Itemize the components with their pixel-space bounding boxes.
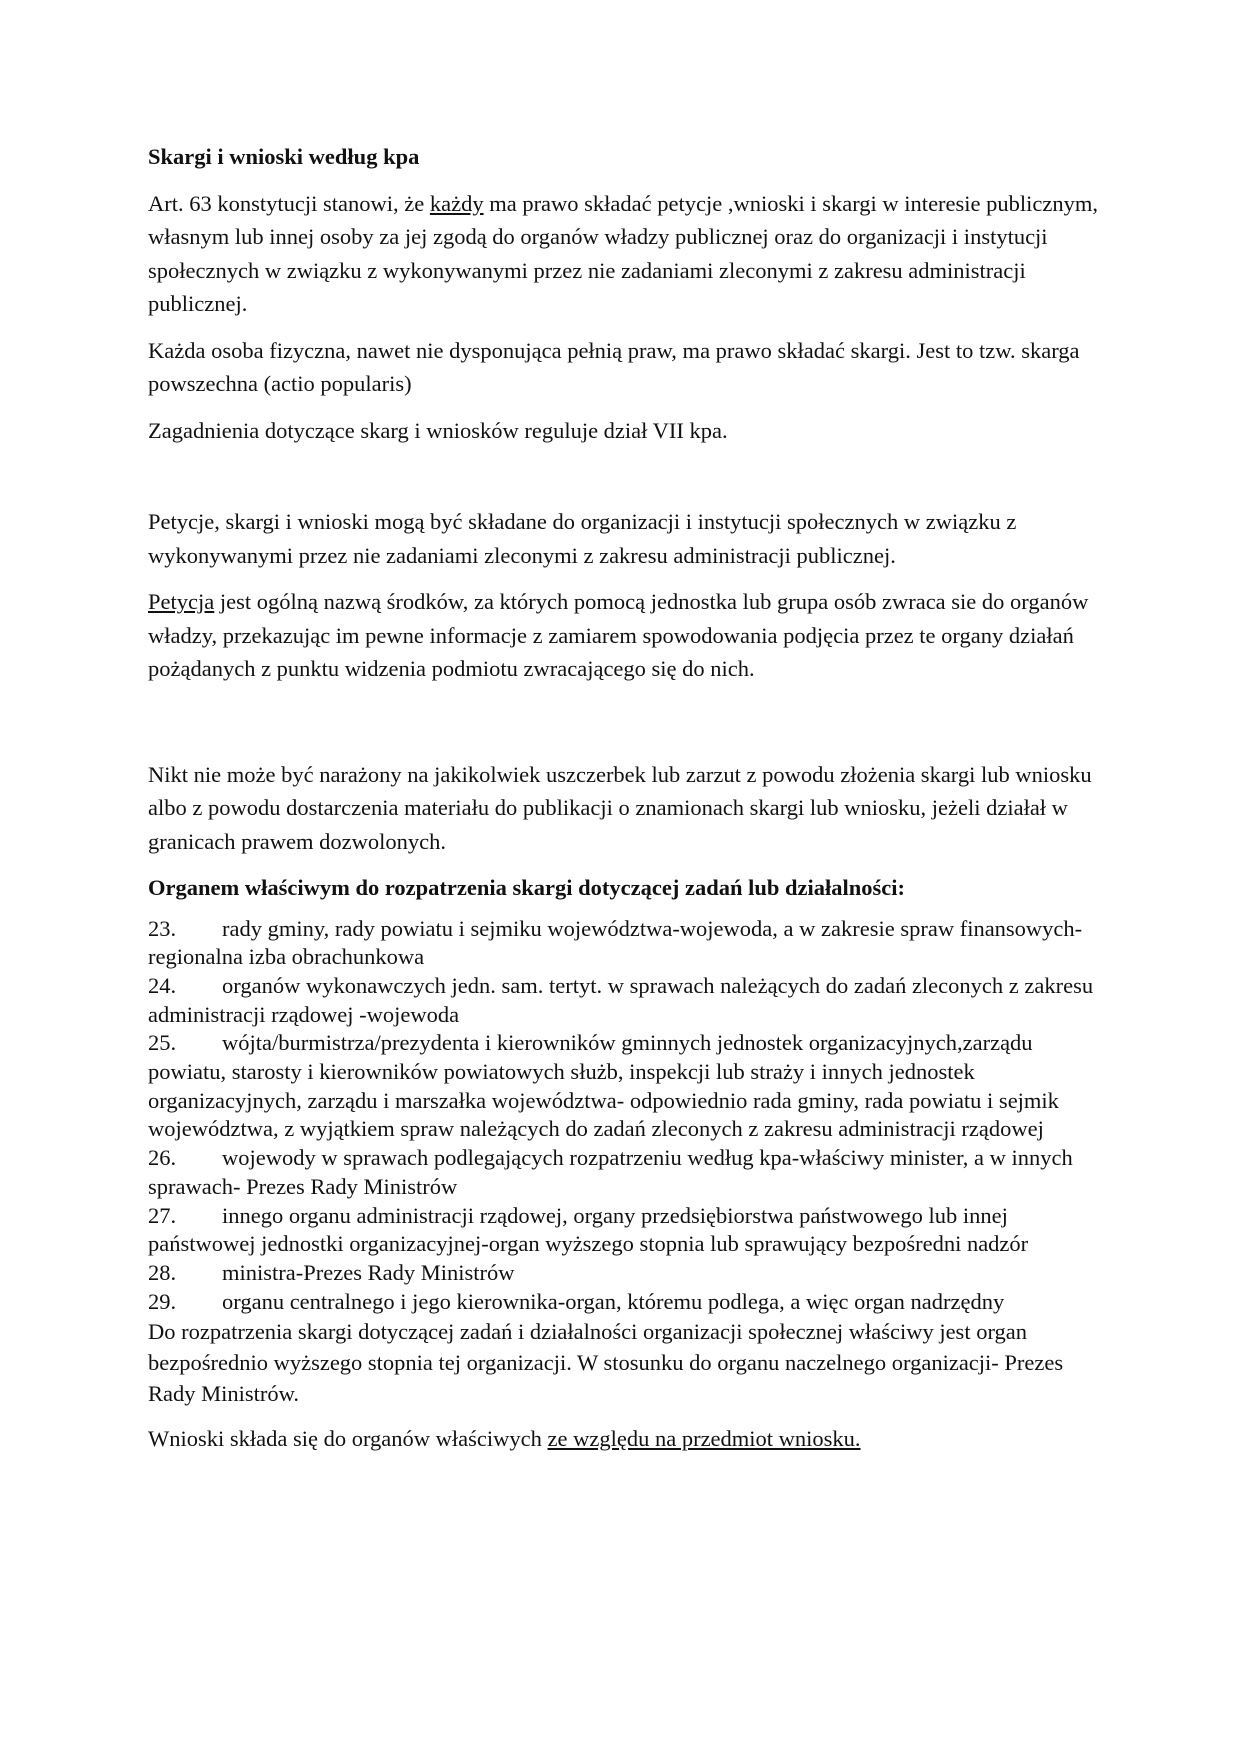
list-item-text: organów wykonawczych jedn. sam. tertyt. w sprawach należących do zadań zleconych z zakresu administracji rządowej -wojewoda <box>148 972 1094 1027</box>
list-item-text: wojewody w sprawach podlegających rozpatrzeniu według kpa-właściwy minister, a w innych sprawach- Prezes Rady Ministrów <box>148 1145 1073 1199</box>
organ-list <box>148 915 1108 1317</box>
paragraph-wnioski-start: Wnioski składa się do organów właściwych <box>148 1426 548 1452</box>
paragraph-dzial-vii: Zagadnienia dotyczące skarg i wniosków reguluje dział VII kpa. <box>148 417 728 443</box>
list-item-text: wójta/burmistrza/prezydenta i kierowników gminnych jednostek organizacyjnych,zarządu powiatu, starosty i kierowników powiatowych służb, inspekcji lub straży i innych jednostek organizacyjnych, zarządu i marszałka województwa- odpowiednio rada gminy, rada powiatu i sejmik województwa, z wyjątkiem spraw należących do zadań zleconych z zakresu administracji rządowej <box>148 1030 1059 1142</box>
paragraph-art63-start: Art. 63 konstytucji stanowi, że <box>148 190 430 216</box>
section-heading-organ: Organem właściwym do rozpatrzenia skargi dotyczącej zadań lub działalności: <box>148 875 906 900</box>
list-item-text: organu centralnego i jego kierownika-organ, któremu podlega, a więc organ nadrzędny <box>222 1288 1005 1314</box>
paragraph-petycja-rest: jest ogólną nazwą środków, za których pomocą jednostka lub grupa osób zwraca sie do organów władzy, przekazując im pewne informacje z zamiarem spowodowania podjęcia przez te organy działań pożądanych z punktu widzenia podmiotu zwracającego się do nich. <box>148 589 1089 681</box>
paragraph-art63-rest: ma prawo składać petycje ,wnioski i skargi w interesie publicznym, własnym lub innej osoby za jej zgodą do organów władzy publicznej oraz do organizacji i instytucji społecznych w związku z wykonywanymi przez nie zadaniami zleconymi z zakresu administracji publicznej. <box>148 190 1098 316</box>
list-item-text: ministra-Prezes Rady Ministrów <box>222 1259 515 1285</box>
list-item-number: 23. <box>148 915 177 941</box>
paragraph-petycja-definition <box>148 585 1108 686</box>
list-item-number: 25. <box>148 1030 177 1056</box>
paragraph-art63 <box>148 187 1108 321</box>
list-item <box>148 1259 1108 1288</box>
list-item-text: rady gminy, rady powiatu i sejmiku województwa-wojewoda, a w zakresie spraw finansowych-regionalna izba obrachunkowa <box>148 915 1083 970</box>
list-item <box>148 915 1108 972</box>
paragraph-nikt-nie-moze: Nikt nie może być narażony na jakikolwiek uszczerbek lub zarzut z powodu złożenia skargi lub wniosku albo z powodu dostarczenia materiału do publikacji o znamionach skargi lub wniosku, jeżeli działał w granicach prawem dozwolonych. <box>148 761 1092 854</box>
link-kazdy[interactable]: każdy <box>429 190 484 216</box>
list-item <box>148 1288 1108 1317</box>
paragraph-petycje: Petycje, skargi i wnioski mogą być składane do organizacji i instytucji społecznych w związku z wykonywanymi przez nie zadaniami zleconymi z zakresu administracji publicznej. <box>148 509 1017 568</box>
list-item-number: 29. <box>148 1288 177 1314</box>
document-page <box>148 140 1108 1456</box>
list-item-number: 28. <box>148 1259 177 1285</box>
list-item <box>148 1202 1108 1259</box>
paragraph-organizacja-spoleczna: Do rozpatrzenia skargi dotyczącej zadań i działalności organizacji społecznej właściwy jest organ bezpośrednio wyższego stopnia tej organizacji. W stosunku do organu naczelnego organizacji- Prezes Rady Ministrów. <box>148 1319 1064 1407</box>
paragraph-wnioski <box>148 1422 1108 1456</box>
list-item <box>148 1029 1108 1144</box>
list-item <box>148 1144 1108 1201</box>
document-title: Skargi i wnioski według kpa <box>148 144 420 169</box>
link-petycja[interactable]: Petycja <box>148 589 215 614</box>
list-item-number: 26. <box>148 1145 177 1171</box>
list-item <box>148 972 1108 1029</box>
paragraph-skarga-powszechna: Każda osoba fizyczna, nawet nie dysponująca pełnią praw, ma prawo składać skargi. Jest to tzw. skarga powszechna (actio popularis) <box>148 337 1080 396</box>
list-item-number: 27. <box>148 1202 177 1228</box>
list-item-text: innego organu administracji rządowej, organy przedsiębiorstwa państwowego lub innej państwowej jednostki organizacyjnej-organ wyższego stopnia lub sprawujący bezpośredni nadzór <box>148 1202 1029 1257</box>
link-przedmiot-wniosku[interactable]: ze względu na przedmiot wniosku. <box>547 1426 861 1452</box>
list-item-number: 24. <box>148 972 177 998</box>
